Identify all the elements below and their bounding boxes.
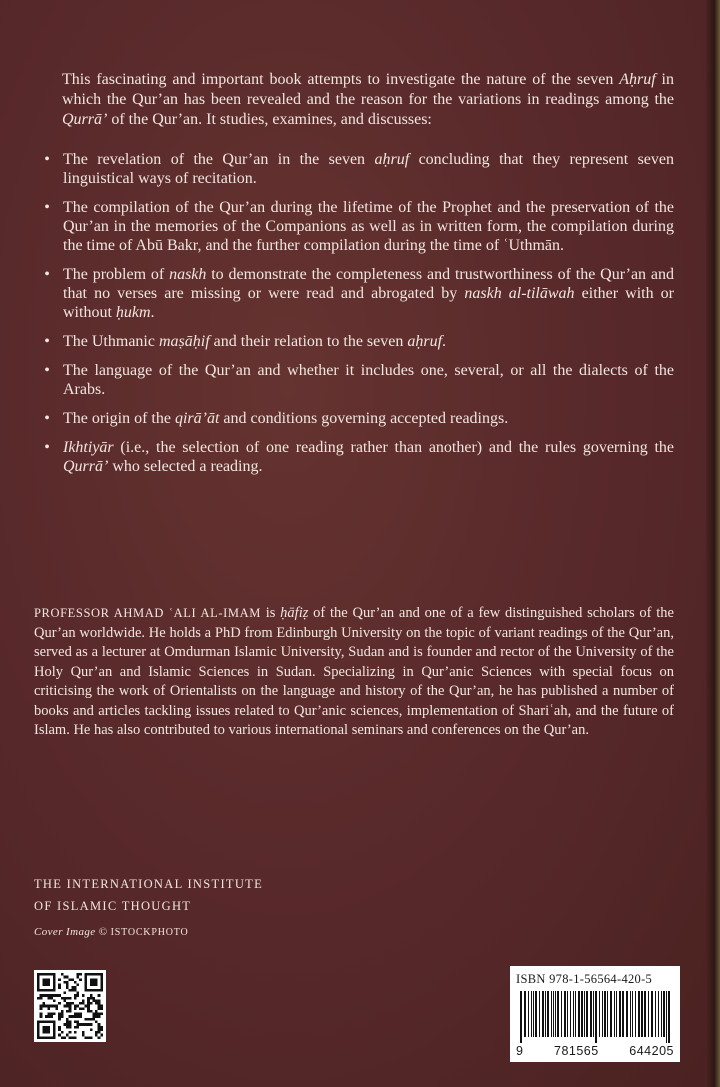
qr-module — [87, 1010, 90, 1013]
isbn-barcode — [510, 966, 680, 1062]
qr-module — [74, 997, 77, 1000]
qr-module — [69, 1005, 72, 1008]
qr-module — [74, 1021, 77, 1024]
bio-emphasis: ḥāfiẓ — [280, 605, 309, 621]
barcode-bar — [551, 991, 552, 1037]
barcode-bar — [635, 991, 636, 1037]
qr-module — [40, 1013, 43, 1016]
qr-module — [66, 981, 69, 984]
item-emphasis: qirā’āt — [174, 410, 220, 427]
qr-module — [48, 1005, 51, 1008]
qr-module — [63, 1005, 66, 1008]
item-text: (i.e., the selection of one reading rather than another) and the rules governing the — [113, 439, 674, 456]
qr-module — [90, 978, 98, 986]
barcode-bar — [658, 991, 659, 1037]
barcode-bar — [524, 991, 526, 1037]
qr-module — [82, 1023, 85, 1026]
qr-module — [87, 997, 90, 1000]
qr-module — [92, 1018, 95, 1021]
qr-module — [77, 991, 80, 994]
qr-module — [69, 1007, 72, 1010]
qr-module — [40, 1007, 43, 1010]
qr-module — [66, 1010, 69, 1013]
qr-module — [87, 1036, 90, 1039]
qr-module — [92, 999, 95, 1002]
qr-module — [40, 994, 43, 997]
bullet-icon: • — [44, 333, 50, 350]
barcode-bar — [593, 991, 594, 1037]
qr-module — [90, 994, 93, 997]
qr-module — [98, 994, 101, 997]
qr-module — [69, 989, 72, 992]
qr-module — [90, 1018, 93, 1021]
qr-module — [66, 1021, 69, 1024]
qr-module — [48, 994, 51, 997]
qr-module — [98, 1013, 101, 1016]
qr-module — [50, 1005, 53, 1008]
intro-emphasis: Qurrā’ — [62, 111, 108, 128]
qr-module — [87, 1002, 90, 1005]
book-spine-edge — [706, 0, 720, 1087]
intro-paragraph — [62, 70, 674, 130]
qr-module — [82, 1031, 85, 1034]
qr-module — [74, 1015, 77, 1018]
qr-module — [90, 1002, 93, 1005]
barcode-bar — [610, 991, 612, 1037]
item-text: to demonstrate the completeness and trustworthiness of the Qur’an and that no verses are missing or were read and abrogated by — [63, 266, 674, 302]
barcode-digit-group: 781565 — [554, 1044, 599, 1058]
qr-module — [98, 1036, 101, 1039]
qr-module — [53, 994, 56, 997]
item-text: The language of the Qur’an and whether it includes one, several, or all the dialects of the Arabs. — [63, 362, 674, 398]
bullet-icon: • — [44, 266, 50, 283]
barcode-bar — [570, 991, 571, 1037]
qr-module — [45, 1015, 48, 1018]
qr-module — [100, 1007, 103, 1010]
barcode-bar — [567, 991, 568, 1037]
qr-module — [98, 1023, 101, 1026]
bio-text: is — [260, 605, 281, 621]
qr-module — [77, 1021, 80, 1024]
item-emphasis: Qurrā’ — [63, 458, 109, 475]
barcode-bar — [663, 991, 665, 1037]
qr-module — [82, 999, 85, 1002]
qr-module — [100, 1026, 103, 1029]
qr-module — [90, 1036, 93, 1039]
item-text: and conditions governing accepted readings. — [219, 410, 509, 427]
qr-module — [87, 1005, 90, 1008]
qr-module — [77, 976, 80, 979]
publisher-name — [34, 873, 263, 917]
qr-module — [71, 986, 74, 989]
qr-module — [37, 997, 40, 1000]
barcode-bar — [655, 991, 656, 1037]
qr-module — [58, 1002, 61, 1005]
qr-module — [66, 976, 69, 979]
qr-module — [53, 1005, 56, 1008]
qr-module — [53, 1013, 56, 1016]
barcode-bar — [626, 991, 628, 1037]
item-emphasis: aḥruf — [407, 333, 443, 350]
publisher-line: THE INTERNATIONAL INSTITUTE — [34, 877, 264, 891]
qr-code-icon — [34, 970, 106, 1042]
barcode-bar — [599, 991, 600, 1037]
barcode-bar — [595, 991, 597, 1043]
qr-module — [63, 976, 66, 979]
isbn-number: ISBN 978-1-56564-420-5 — [516, 972, 653, 986]
qr-module — [74, 1013, 77, 1016]
qr-module — [58, 1013, 61, 1016]
barcode-bar — [520, 991, 522, 1043]
qr-module — [98, 1015, 101, 1018]
qr-module — [95, 1002, 98, 1005]
bullet-icon: • — [44, 439, 50, 456]
qr-module — [58, 1028, 61, 1031]
qr-module — [100, 1013, 103, 1016]
qr-module — [45, 1005, 48, 1008]
qr-module — [77, 984, 80, 987]
barcode-bar — [619, 991, 621, 1037]
barcode-bars — [516, 991, 674, 1043]
qr-module — [77, 973, 80, 976]
intro-emphasis: Aḥruf — [619, 71, 656, 88]
qr-module — [77, 994, 80, 997]
barcode-bar — [584, 991, 585, 1037]
bullet-icon: • — [44, 362, 50, 379]
qr-module — [98, 1026, 101, 1029]
list-item — [40, 332, 674, 351]
item-text: The origin of the — [63, 410, 175, 427]
qr-module — [63, 997, 66, 1000]
barcode-bar — [630, 991, 631, 1037]
item-text: and their relation to the seven — [209, 333, 408, 350]
qr-module — [55, 994, 58, 997]
qr-module — [74, 981, 77, 984]
qr-module — [48, 1015, 51, 1018]
qr-module — [77, 1013, 80, 1016]
credit-source: ISTOCKPHOTO — [110, 927, 189, 938]
barcode-bar — [616, 991, 617, 1037]
barcode-bar — [651, 991, 653, 1037]
qr-module — [77, 1023, 80, 1026]
qr-module — [42, 1002, 45, 1005]
barcode-bar — [614, 991, 615, 1037]
barcode-bar — [547, 991, 549, 1037]
qr-module — [63, 991, 66, 994]
item-text: either with or without — [63, 285, 675, 321]
qr-module — [50, 994, 53, 997]
qr-module — [42, 1005, 45, 1008]
qr-module — [95, 1010, 98, 1013]
qr-module — [95, 1031, 98, 1034]
qr-module — [82, 1007, 85, 1010]
qr-module — [79, 1015, 82, 1018]
qr-module — [79, 1023, 82, 1026]
qr-module — [82, 994, 85, 997]
qr-module — [63, 1036, 66, 1039]
qr-module — [87, 1023, 90, 1026]
item-emphasis: aḥruf — [374, 151, 410, 168]
qr-module — [90, 1028, 93, 1031]
list-item — [40, 150, 674, 188]
qr-module — [48, 1007, 51, 1010]
author-bio — [34, 604, 674, 741]
qr-module — [87, 1018, 90, 1021]
qr-module — [95, 1013, 98, 1016]
qr-module — [45, 994, 48, 997]
qr-module — [71, 1002, 74, 1005]
qr-module — [55, 1007, 58, 1010]
qr-module — [69, 997, 72, 1000]
qr-module — [74, 986, 77, 989]
qr-module — [66, 1023, 69, 1026]
qr-module — [69, 1015, 72, 1018]
qr-module — [69, 978, 72, 981]
qr-module — [74, 994, 77, 997]
item-text: . — [442, 333, 447, 350]
item-text: concluding that they represent seven linguistical ways of recitation. — [63, 151, 674, 187]
qr-module — [92, 1013, 95, 1016]
qr-module — [74, 989, 77, 992]
barcode-bar — [648, 991, 649, 1037]
qr-module — [58, 1015, 61, 1018]
qr-module — [98, 1007, 101, 1010]
qr-module — [61, 1036, 64, 1039]
qr-module — [85, 1036, 88, 1039]
qr-module — [61, 1010, 64, 1013]
qr-module — [69, 1031, 72, 1034]
qr-module — [85, 1018, 88, 1021]
qr-module — [66, 984, 69, 987]
qr-module — [69, 1002, 72, 1005]
qr-module — [50, 1013, 53, 1016]
barcode-bar — [668, 991, 670, 1043]
barcode-bar — [632, 991, 633, 1037]
barcode-bar — [528, 991, 529, 1037]
qr-module — [71, 1036, 74, 1039]
barcode-bar — [545, 991, 546, 1037]
item-text: The Uthmanic — [63, 333, 159, 350]
qr-module — [66, 1026, 69, 1029]
cover-image-credit — [34, 926, 188, 938]
item-emphasis: naskh — [169, 266, 207, 283]
qr-module — [58, 1034, 61, 1037]
qr-module — [79, 978, 82, 981]
qr-module — [61, 1031, 64, 1034]
qr-module — [66, 1005, 69, 1008]
list-item — [40, 198, 674, 255]
item-text: The revelation of the Qur’an in the seven — [63, 151, 375, 168]
qr-module — [42, 994, 45, 997]
qr-module — [79, 1007, 82, 1010]
barcode-bar — [666, 991, 667, 1043]
qr-module — [74, 1026, 77, 1029]
list-item — [40, 409, 674, 428]
qr-module — [87, 1007, 90, 1010]
barcode-bar — [573, 991, 574, 1037]
qr-module — [50, 997, 53, 1000]
qr-module — [82, 1034, 85, 1037]
barcode-bar — [539, 991, 540, 1037]
bullet-icon: • — [44, 151, 50, 168]
qr-code-graphic — [37, 973, 103, 1039]
qr-module — [74, 1036, 77, 1039]
qr-module — [61, 997, 64, 1000]
barcode-bar — [531, 991, 532, 1037]
barcode-bar — [607, 991, 608, 1037]
qr-module — [40, 1005, 43, 1008]
barcode-bar — [581, 991, 583, 1037]
item-text: The compilation of the Qur’an during the lifetime of the Prophet and the preservation of the Qur’an in the memories of the Companions as well as in written form, the compilation during the time of Abū Bakr, and the further compilation during the time of ʿUthmān. — [63, 199, 674, 254]
qr-module — [58, 1018, 61, 1021]
qr-module — [53, 999, 56, 1002]
qr-module — [40, 997, 43, 1000]
qr-module — [77, 1026, 80, 1029]
list-item — [40, 361, 674, 399]
barcode-bar — [644, 991, 646, 1037]
qr-module — [55, 1005, 58, 1008]
qr-module — [58, 978, 61, 981]
qr-module — [100, 1034, 103, 1037]
barcode-bar — [564, 991, 566, 1037]
qr-module — [42, 978, 50, 986]
barcode-bar — [533, 991, 534, 1037]
qr-module — [63, 981, 66, 984]
qr-module — [100, 1028, 103, 1031]
credit-label: Cover Image © — [34, 926, 111, 938]
qr-module — [66, 986, 69, 989]
qr-module — [90, 997, 93, 1000]
barcode-bar — [578, 991, 580, 1037]
qr-module — [79, 1002, 82, 1005]
qr-module — [98, 1005, 101, 1008]
qr-module — [95, 1034, 98, 1037]
qr-module — [98, 1028, 101, 1031]
qr-module — [74, 1005, 77, 1008]
barcode-bar — [586, 991, 588, 1037]
list-item — [40, 265, 674, 322]
qr-module — [98, 999, 101, 1002]
qr-module — [66, 997, 69, 1000]
barcode-bar — [561, 991, 562, 1037]
barcode-bar — [590, 991, 592, 1037]
qr-module — [63, 1023, 66, 1026]
qr-module — [98, 1031, 101, 1034]
item-emphasis: ḥukm — [115, 304, 151, 321]
qr-module — [58, 986, 61, 989]
qr-module — [69, 1010, 72, 1013]
qr-module — [66, 1018, 69, 1021]
qr-module — [82, 1002, 85, 1005]
qr-module — [61, 1015, 64, 1018]
barcode-bar — [641, 991, 643, 1037]
barcode-bar — [602, 991, 603, 1037]
qr-module — [61, 1013, 64, 1016]
item-text: who selected a reading. — [108, 458, 263, 475]
qr-module — [95, 1021, 98, 1024]
qr-module — [66, 1034, 69, 1037]
qr-module — [74, 1031, 77, 1034]
item-emphasis: Ikhtiyār — [63, 439, 114, 456]
qr-module — [98, 1002, 101, 1005]
qr-module — [90, 1023, 93, 1026]
item-emphasis: maṣāḥif — [158, 333, 210, 350]
intro-text: This fascinating and important book attempts to investigate the nature of the seven — [62, 71, 620, 88]
bio-text: of the Qur’an and one of a few distinguished scholars of the Qur’an worldwide. He holds a PhD from Edinburgh University on the topic of variant readings of the Qur’an, served as a lecturer at Omdurman Islamic University, Sudan and is founder and rector of the University of the Holy Qur’an and Islamic Sciences in Sudan. Specializing in Qur’anic Sciences with special focus on criticising the work of Orientalists on the language and history of the Qur’an, he has published a number of books and articles tackling issues related to Qur’anic sciences, implementation of Shariʿah, and the future of Islam. He has also contributed to various international seminars and conferences on the Qur’an. — [34, 605, 674, 738]
qr-module — [61, 973, 64, 976]
barcode-bar — [575, 991, 576, 1037]
barcode-bar — [622, 991, 624, 1037]
barcode-bar — [535, 991, 537, 1037]
qr-module — [74, 1007, 77, 1010]
bullet-icon: • — [44, 410, 50, 427]
qr-module — [92, 997, 95, 1000]
barcode-bar — [661, 991, 662, 1037]
intro-text: of the Qur’an. It studies, examines, and discusses: — [107, 111, 432, 128]
qr-module — [58, 994, 61, 997]
qr-module — [100, 1005, 103, 1008]
barcode-digits — [516, 1044, 674, 1058]
qr-module — [48, 1013, 51, 1016]
barcode-bar — [604, 991, 606, 1037]
barcode-digit-group: 644205 — [629, 1044, 674, 1058]
qr-module — [69, 1023, 72, 1026]
qr-module — [71, 978, 74, 981]
intro-text: in which the Qur’an has been revealed and the reason for the variations in readings among the — [62, 71, 674, 108]
barcode-bar — [557, 991, 559, 1037]
barcode-bar — [542, 991, 544, 1037]
topics-list — [40, 150, 674, 486]
qr-module — [95, 1015, 98, 1018]
qr-module — [71, 989, 74, 992]
publisher-line: OF ISLAMIC THOUGHT — [34, 899, 192, 913]
bullet-icon: • — [44, 199, 50, 216]
qr-module — [85, 1023, 88, 1026]
qr-module — [77, 1015, 80, 1018]
item-text: The problem of — [63, 266, 170, 283]
list-item — [40, 438, 674, 476]
item-emphasis: naskh al-tilāwah — [464, 285, 575, 302]
barcode-digit-group: 9 — [516, 1044, 524, 1058]
author-name: PROFESSOR AHMAD ʿALI AL-IMAM — [34, 606, 261, 620]
qr-module — [87, 999, 90, 1002]
qr-module — [69, 1036, 72, 1039]
qr-module — [69, 1026, 72, 1029]
qr-module — [66, 1002, 69, 1005]
qr-module — [69, 1021, 72, 1024]
item-text: . — [150, 304, 155, 321]
qr-module — [85, 1005, 88, 1008]
barcode-bar — [553, 991, 554, 1037]
barcode-bar — [638, 991, 640, 1037]
qr-module — [48, 997, 51, 1000]
barcode-bar — [555, 991, 556, 1037]
qr-module — [50, 1015, 53, 1018]
qr-module — [71, 1015, 74, 1018]
qr-module — [40, 1015, 43, 1018]
qr-module — [58, 984, 61, 987]
qr-module — [58, 1026, 61, 1029]
qr-module — [63, 999, 66, 1002]
qr-module — [92, 1015, 95, 1018]
qr-module — [77, 1005, 80, 1008]
qr-module — [90, 1010, 93, 1013]
qr-module — [95, 999, 98, 1002]
qr-module — [79, 973, 82, 976]
qr-module — [42, 1026, 50, 1034]
qr-module — [79, 1013, 82, 1016]
